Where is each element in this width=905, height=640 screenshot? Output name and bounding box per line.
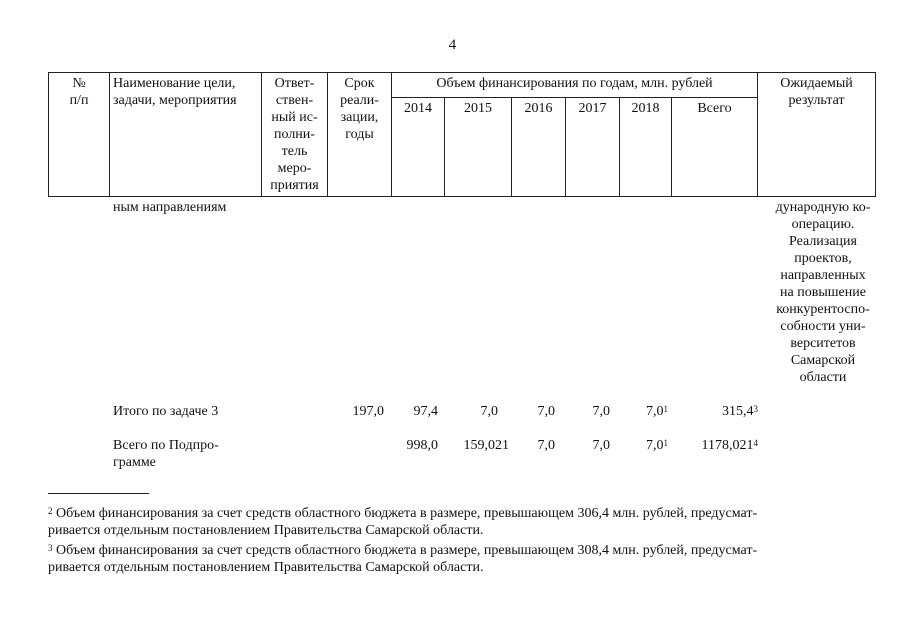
continuation-name-text: ным направлениям (113, 200, 227, 215)
row-2018: $7,0^1$ (646, 438, 668, 453)
footnote-2: $^2$ Объем финансирования за счет средств областного бюджета в размере, превышающем 306,4 млн. рублей, предусмат- ривается отдельным постановлением Правительства Самарской области. (48, 506, 758, 538)
header-year-2014: 2014 (392, 97, 445, 196)
row-2017: 7,0 (592, 438, 610, 453)
page-number: 4 (448, 37, 457, 53)
header-term: Срок реали- зации, годы (328, 73, 392, 197)
footnote-divider (48, 493, 149, 494)
header-responsible: Ответ- ствен- ный ис- полни- тель меро- приятия (262, 73, 328, 197)
header-num: № п/п (49, 73, 110, 197)
header-financing: Объем финансирования по годам, млн. рублей (392, 73, 758, 98)
row-2015: 7,0 (480, 404, 498, 419)
header-result: Ожидаемый результат (758, 73, 876, 197)
row-total: 1178,021$^4$ (701, 438, 758, 453)
row-2014: 97,4 (413, 404, 438, 419)
row-name: Всего по Подпро- грамме (113, 438, 219, 470)
row-term: 197,0 (352, 404, 384, 419)
header-year-2015: 2015 (445, 97, 512, 196)
row-2017: 7,0 (592, 404, 610, 419)
row-2016: 7,0 (537, 438, 555, 453)
row-2016: 7,0 (537, 404, 555, 419)
row-2014: 998,0 (406, 438, 438, 453)
header-name: Наименование цели, задачи, мероприятия (110, 73, 262, 197)
row-2018: $7,0^1$ (646, 404, 668, 419)
header-year-2016: 2016 (512, 97, 566, 196)
row-name: Итого по задаче 3 (113, 404, 219, 419)
table-header (48, 72, 876, 197)
row-total: 315,4$^3$ (722, 404, 758, 419)
header-year-2018: 2018 (620, 97, 672, 196)
footnote-3: $^3$ Объем финансирования за счет средств областного бюджета в размере, превышающем 308,4 млн. рублей, предусмат- ривается отдельным постановлением Правительства Самарской области. (48, 543, 758, 575)
header-total: Всего (672, 97, 758, 196)
row-2015: 159,021 (463, 438, 509, 453)
continuation-expected-result: дународную ко- операцию. Реализация проектов, направленных на повышение конкурентоспо- собности уни- верситетов Самарской области (775, 200, 871, 385)
header-year-2017: 2017 (566, 97, 620, 196)
